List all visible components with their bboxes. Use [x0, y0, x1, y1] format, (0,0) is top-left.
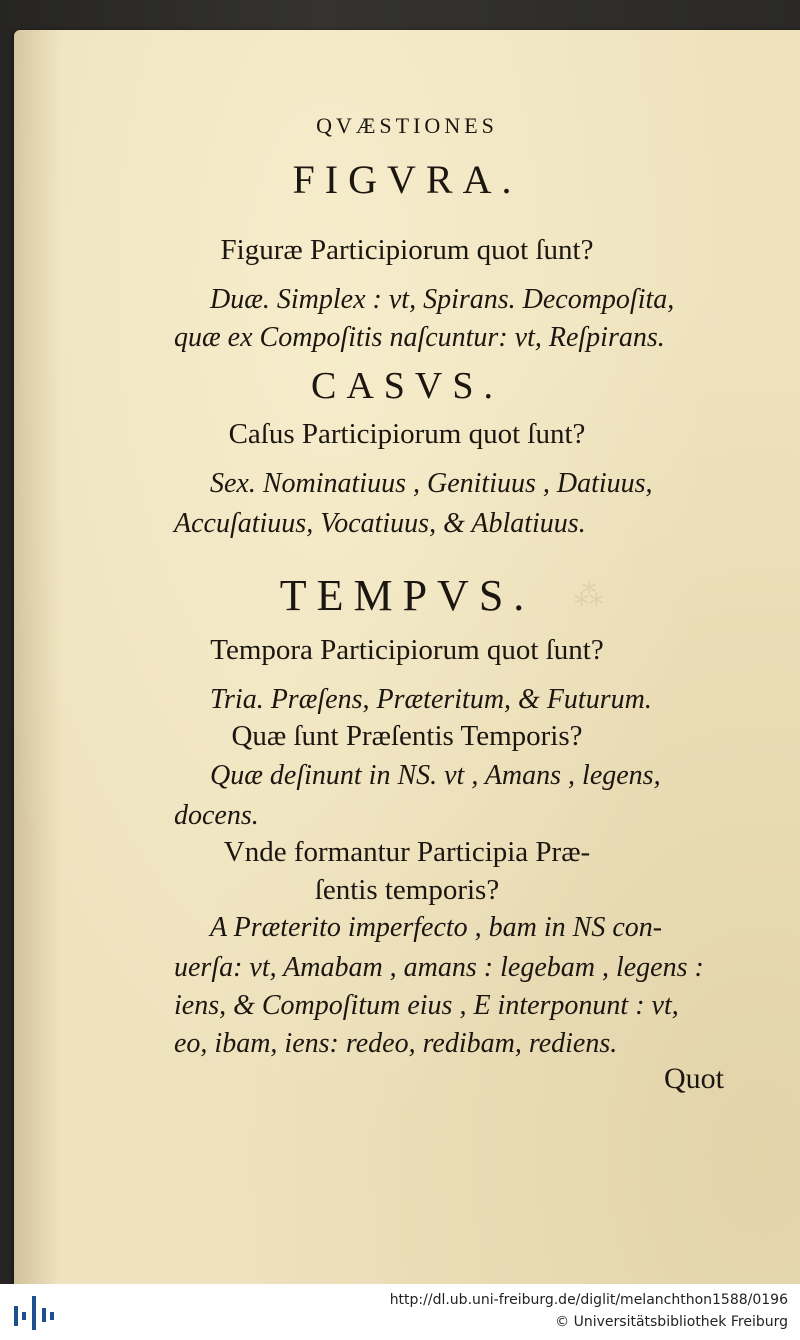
answer-casus-line-1: Sex. Nominatiuus , Genitiuus , Datiuus,: [210, 468, 653, 499]
question-tempus-3-line-2: ſentis temporis?: [314, 874, 500, 906]
answer-casus-line-2: Accuſatiuus, Vocatiuus, & Ablatiuus.: [174, 508, 586, 539]
answer-tempus-3-line-1: A Præterito imperfecto , bam in NS con-: [210, 912, 663, 943]
question-casus: Caſus Participiorum quot ſunt?: [228, 418, 586, 450]
source-url-link[interactable]: http://dl.ub.uni-freiburg.de/diglit/melanchthon1588/0196: [389, 1292, 788, 1308]
book-page: [14, 30, 800, 1284]
section-heading-figura: FIGVRA.: [292, 157, 522, 202]
question-tempus: Tempora Participiorum quot ſunt?: [210, 634, 604, 666]
question-tempus-3-line-1: Vnde formantur Participia Præ-: [223, 836, 591, 868]
running-header: QVÆSTIONES: [316, 113, 498, 138]
section-heading-casus: CASVS.: [311, 365, 503, 407]
answer-tempus-2-line-2: docens.: [174, 800, 259, 831]
answer-tempus-3-line-4: eo, ibam, iens: redeo, redibam, rediens.: [174, 1028, 618, 1059]
question-figura: Figuræ Participiorum quot ſunt?: [220, 234, 594, 266]
question-tempus-2: Quæ ſunt Præſentis Temporis?: [231, 720, 583, 752]
answer-figura-line-1: Duæ. Simplex : vt, Spirans. Decompoſita,: [210, 284, 675, 315]
catchword: Quot: [664, 1062, 724, 1095]
answer-tempus-2-line-1: Quæ deſinunt in NS. vt , Amans , legens,: [210, 760, 661, 791]
answer-tempus-3-line-3: iens, & Compoſitum eius , E interponunt : vt,: [174, 990, 679, 1021]
answer-tempus-line-1: Tria. Præſens, Præteritum, & Futurum.: [210, 684, 652, 715]
library-logo-icon: [14, 1296, 54, 1330]
footer-bar: [0, 1284, 800, 1340]
show-through-text: ⁂: [574, 578, 606, 613]
answer-figura-line-2: quæ ex Compoſitis naſcuntur: vt, Reſpirans.: [174, 322, 665, 353]
answer-tempus-3-line-2: uerſa: vt, Amabam , amans : legebam , legens :: [174, 952, 704, 983]
copyright-text: © Universitätsbibliothek Freiburg: [555, 1314, 788, 1330]
section-heading-tempus: TEMPVS.: [279, 571, 535, 620]
